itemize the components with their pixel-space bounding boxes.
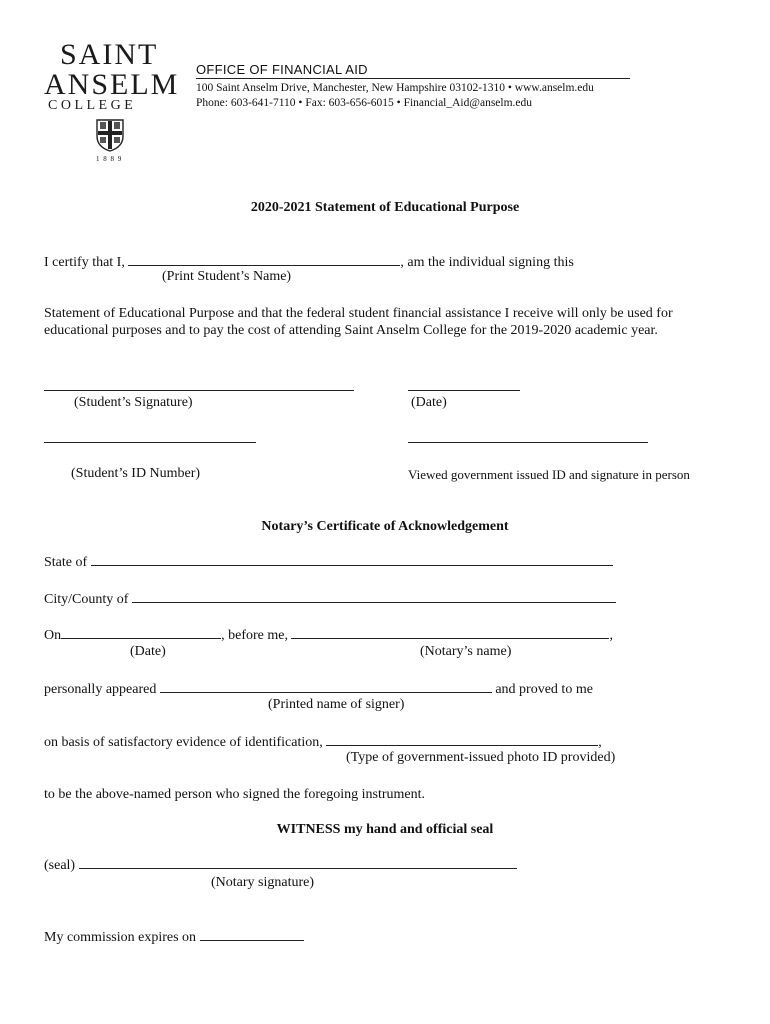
on-label: On bbox=[44, 628, 62, 643]
certify-suffix: , am the individual signing this bbox=[400, 255, 574, 270]
city-field[interactable] bbox=[132, 590, 616, 603]
notary-date-field[interactable] bbox=[61, 626, 221, 639]
commission-date-field[interactable] bbox=[200, 928, 304, 941]
signature-date-field[interactable] bbox=[408, 390, 520, 391]
above-named-text: to be the above-named person who signed the foregoing instrument. bbox=[44, 787, 426, 802]
signer-name-field[interactable] bbox=[160, 680, 492, 693]
print-name-label: (Print Student’s Name) bbox=[162, 269, 292, 284]
office-contact: Phone: 603-641-7110 • Fax: 603-656-6015 • Financial_Aid@anselm.edu bbox=[196, 97, 533, 109]
student-id-label: (Student’s ID Number) bbox=[71, 466, 201, 481]
witness-heading: WITNESS my hand and official seal bbox=[276, 822, 494, 837]
student-signature-field[interactable] bbox=[44, 390, 354, 391]
city-line bbox=[44, 590, 616, 608]
office-title: OFFICE OF FINANCIAL AID bbox=[196, 62, 368, 77]
seal-label: (seal) bbox=[44, 858, 79, 873]
signature-date-label: (Date) bbox=[411, 395, 447, 410]
seal-line bbox=[44, 856, 517, 874]
notary-title: Notary’s Certificate of Acknowledgement bbox=[261, 519, 509, 534]
state-line bbox=[44, 553, 613, 571]
state-label: State of bbox=[44, 555, 91, 570]
commission-label: My commission expires on bbox=[44, 930, 200, 945]
office-address: 100 Saint Anselm Drive, Manchester, New Hampshire 03102-1310 • www.anselm.edu bbox=[196, 82, 594, 94]
notary-date-label: (Date) bbox=[130, 644, 166, 659]
statement-paragraph-line2: educational purposes and to pay the cost of attending Saint Anselm College for the 2019-2020 academic year. bbox=[44, 323, 658, 338]
certify-line bbox=[44, 253, 574, 271]
header-rule bbox=[196, 78, 630, 79]
on-line bbox=[44, 626, 613, 644]
viewed-id-field[interactable] bbox=[408, 442, 648, 443]
id-type-label: (Type of government-issued photo ID provided) bbox=[346, 750, 616, 765]
statement-title: 2020-2021 Statement of Educational Purpose bbox=[250, 200, 520, 215]
personally-line bbox=[44, 680, 593, 698]
basis-comma: , bbox=[598, 735, 602, 750]
college-crest-icon bbox=[95, 118, 125, 152]
id-type-field[interactable] bbox=[326, 733, 598, 746]
logo-year: 1 8 8 9 bbox=[96, 155, 123, 163]
notary-name-label: (Notary’s name) bbox=[420, 644, 512, 659]
notary-signature-field[interactable] bbox=[79, 856, 517, 869]
viewed-id-label: Viewed government issued ID and signature in person bbox=[408, 467, 690, 482]
notary-name-field[interactable] bbox=[291, 626, 609, 639]
printed-name-label: (Printed name of signer) bbox=[268, 697, 405, 712]
student-name-field[interactable] bbox=[128, 253, 400, 266]
proved-to-me-label: and proved to me bbox=[491, 682, 593, 697]
student-id-field[interactable] bbox=[44, 442, 256, 443]
personally-appeared-label: personally appeared bbox=[44, 682, 160, 697]
certify-prefix: I certify that I, bbox=[44, 255, 129, 270]
basis-label: on basis of satisfactory evidence of identification, bbox=[44, 735, 327, 750]
city-label: City/County of bbox=[44, 592, 132, 607]
commission-line bbox=[44, 928, 304, 946]
logo-college: COLLEGE bbox=[48, 98, 137, 113]
logo-anselm: ANSELM bbox=[44, 68, 180, 101]
state-field[interactable] bbox=[91, 553, 613, 566]
on-line-comma: , bbox=[609, 628, 613, 643]
before-me-label: , before me, bbox=[221, 628, 292, 643]
notary-signature-label: (Notary signature) bbox=[211, 875, 315, 890]
basis-line bbox=[44, 733, 602, 751]
statement-paragraph-line1: Statement of Educational Purpose and that the federal student financial assistance I receive will only be used for bbox=[44, 306, 673, 321]
student-signature-label: (Student’s Signature) bbox=[74, 395, 193, 410]
logo-saint: SAINT bbox=[60, 38, 159, 71]
